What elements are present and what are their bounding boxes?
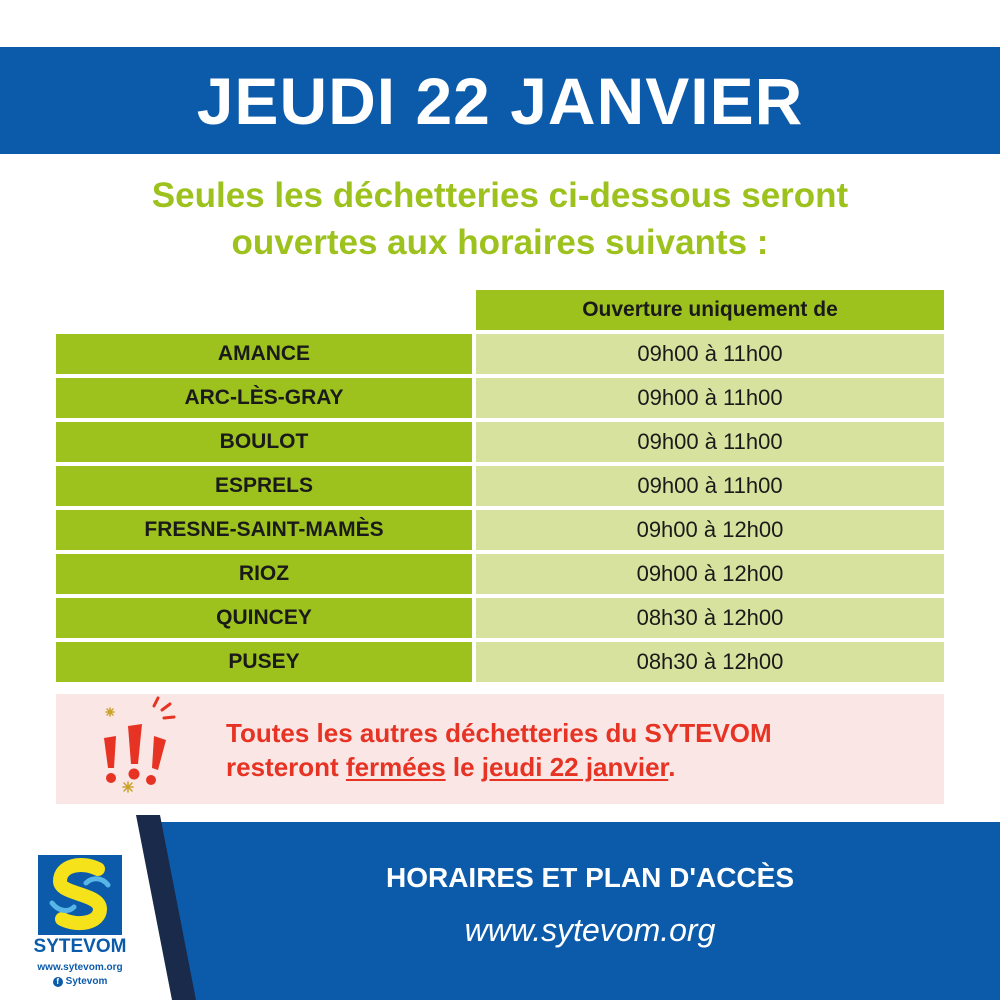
sytevom-logo [38,855,122,935]
exclamation-marks-icon [96,696,196,802]
table-row [56,598,944,638]
site-name: QUINCEY [56,598,472,638]
site-hours: 09h00 à 11h00 [476,334,944,374]
subtitle-line-1: Seules les déchetteries ci-dessous seront [151,176,849,215]
logo-url[interactable]: www.sytevom.org [37,962,123,973]
sytevom-s-icon [38,855,122,935]
hours-table [56,290,944,682]
site-hours: 08h30 à 12h00 [476,642,944,682]
table-row [56,466,944,506]
site-hours: 09h00 à 12h00 [476,510,944,550]
footer-url[interactable]: www.sytevom.org [464,912,716,948]
subtitle [0,172,1000,266]
notice-closed-word: fermées [345,752,446,782]
site-name: PUSEY [56,642,472,682]
site-hours: 09h00 à 11h00 [476,422,944,462]
footer-band [0,815,1000,1000]
footer-heading: HORAIRES ET PLAN D'ACCÈS [385,862,795,893]
notice-text [226,716,926,784]
subtitle-line-2: ouvertes aux horaires suivants : [231,223,769,262]
site-hours: 09h00 à 12h00 [476,554,944,594]
site-name: ESPRELS [56,466,472,506]
notice-date: jeudi 22 janvier [481,752,669,782]
notice-line-1: Toutes les autres déchetteries du SYTEVOM [226,718,772,748]
table-row [56,554,944,594]
site-name: AMANCE [56,334,472,374]
table-header: Ouverture uniquement de [476,290,944,330]
facebook-icon: f [53,977,63,987]
table-row [56,422,944,462]
notice-resteront: resteront [226,752,346,782]
notice-period: . [668,752,676,782]
site-name: BOULOT [56,422,472,462]
site-hours: 09h00 à 11h00 [476,466,944,506]
page-title: JEUDI 22 JANVIER [196,63,804,138]
site-hours: 08h30 à 12h00 [476,598,944,638]
table-row [56,510,944,550]
notice-le: le [445,752,482,782]
table-row [56,642,944,682]
site-name: FRESNE-SAINT-MAMÈS [56,510,472,550]
site-name: RIOZ [56,554,472,594]
table-row [56,378,944,418]
closure-notice [56,694,944,804]
title-banner [0,47,1000,154]
logo-name: SYTEVOM [33,936,127,957]
facebook-label: Sytevom [65,976,108,987]
site-hours: 09h00 à 11h00 [476,378,944,418]
site-name: ARC-LÈS-GRAY [56,378,472,418]
table-row [56,334,944,374]
logo-facebook[interactable] [20,976,140,987]
